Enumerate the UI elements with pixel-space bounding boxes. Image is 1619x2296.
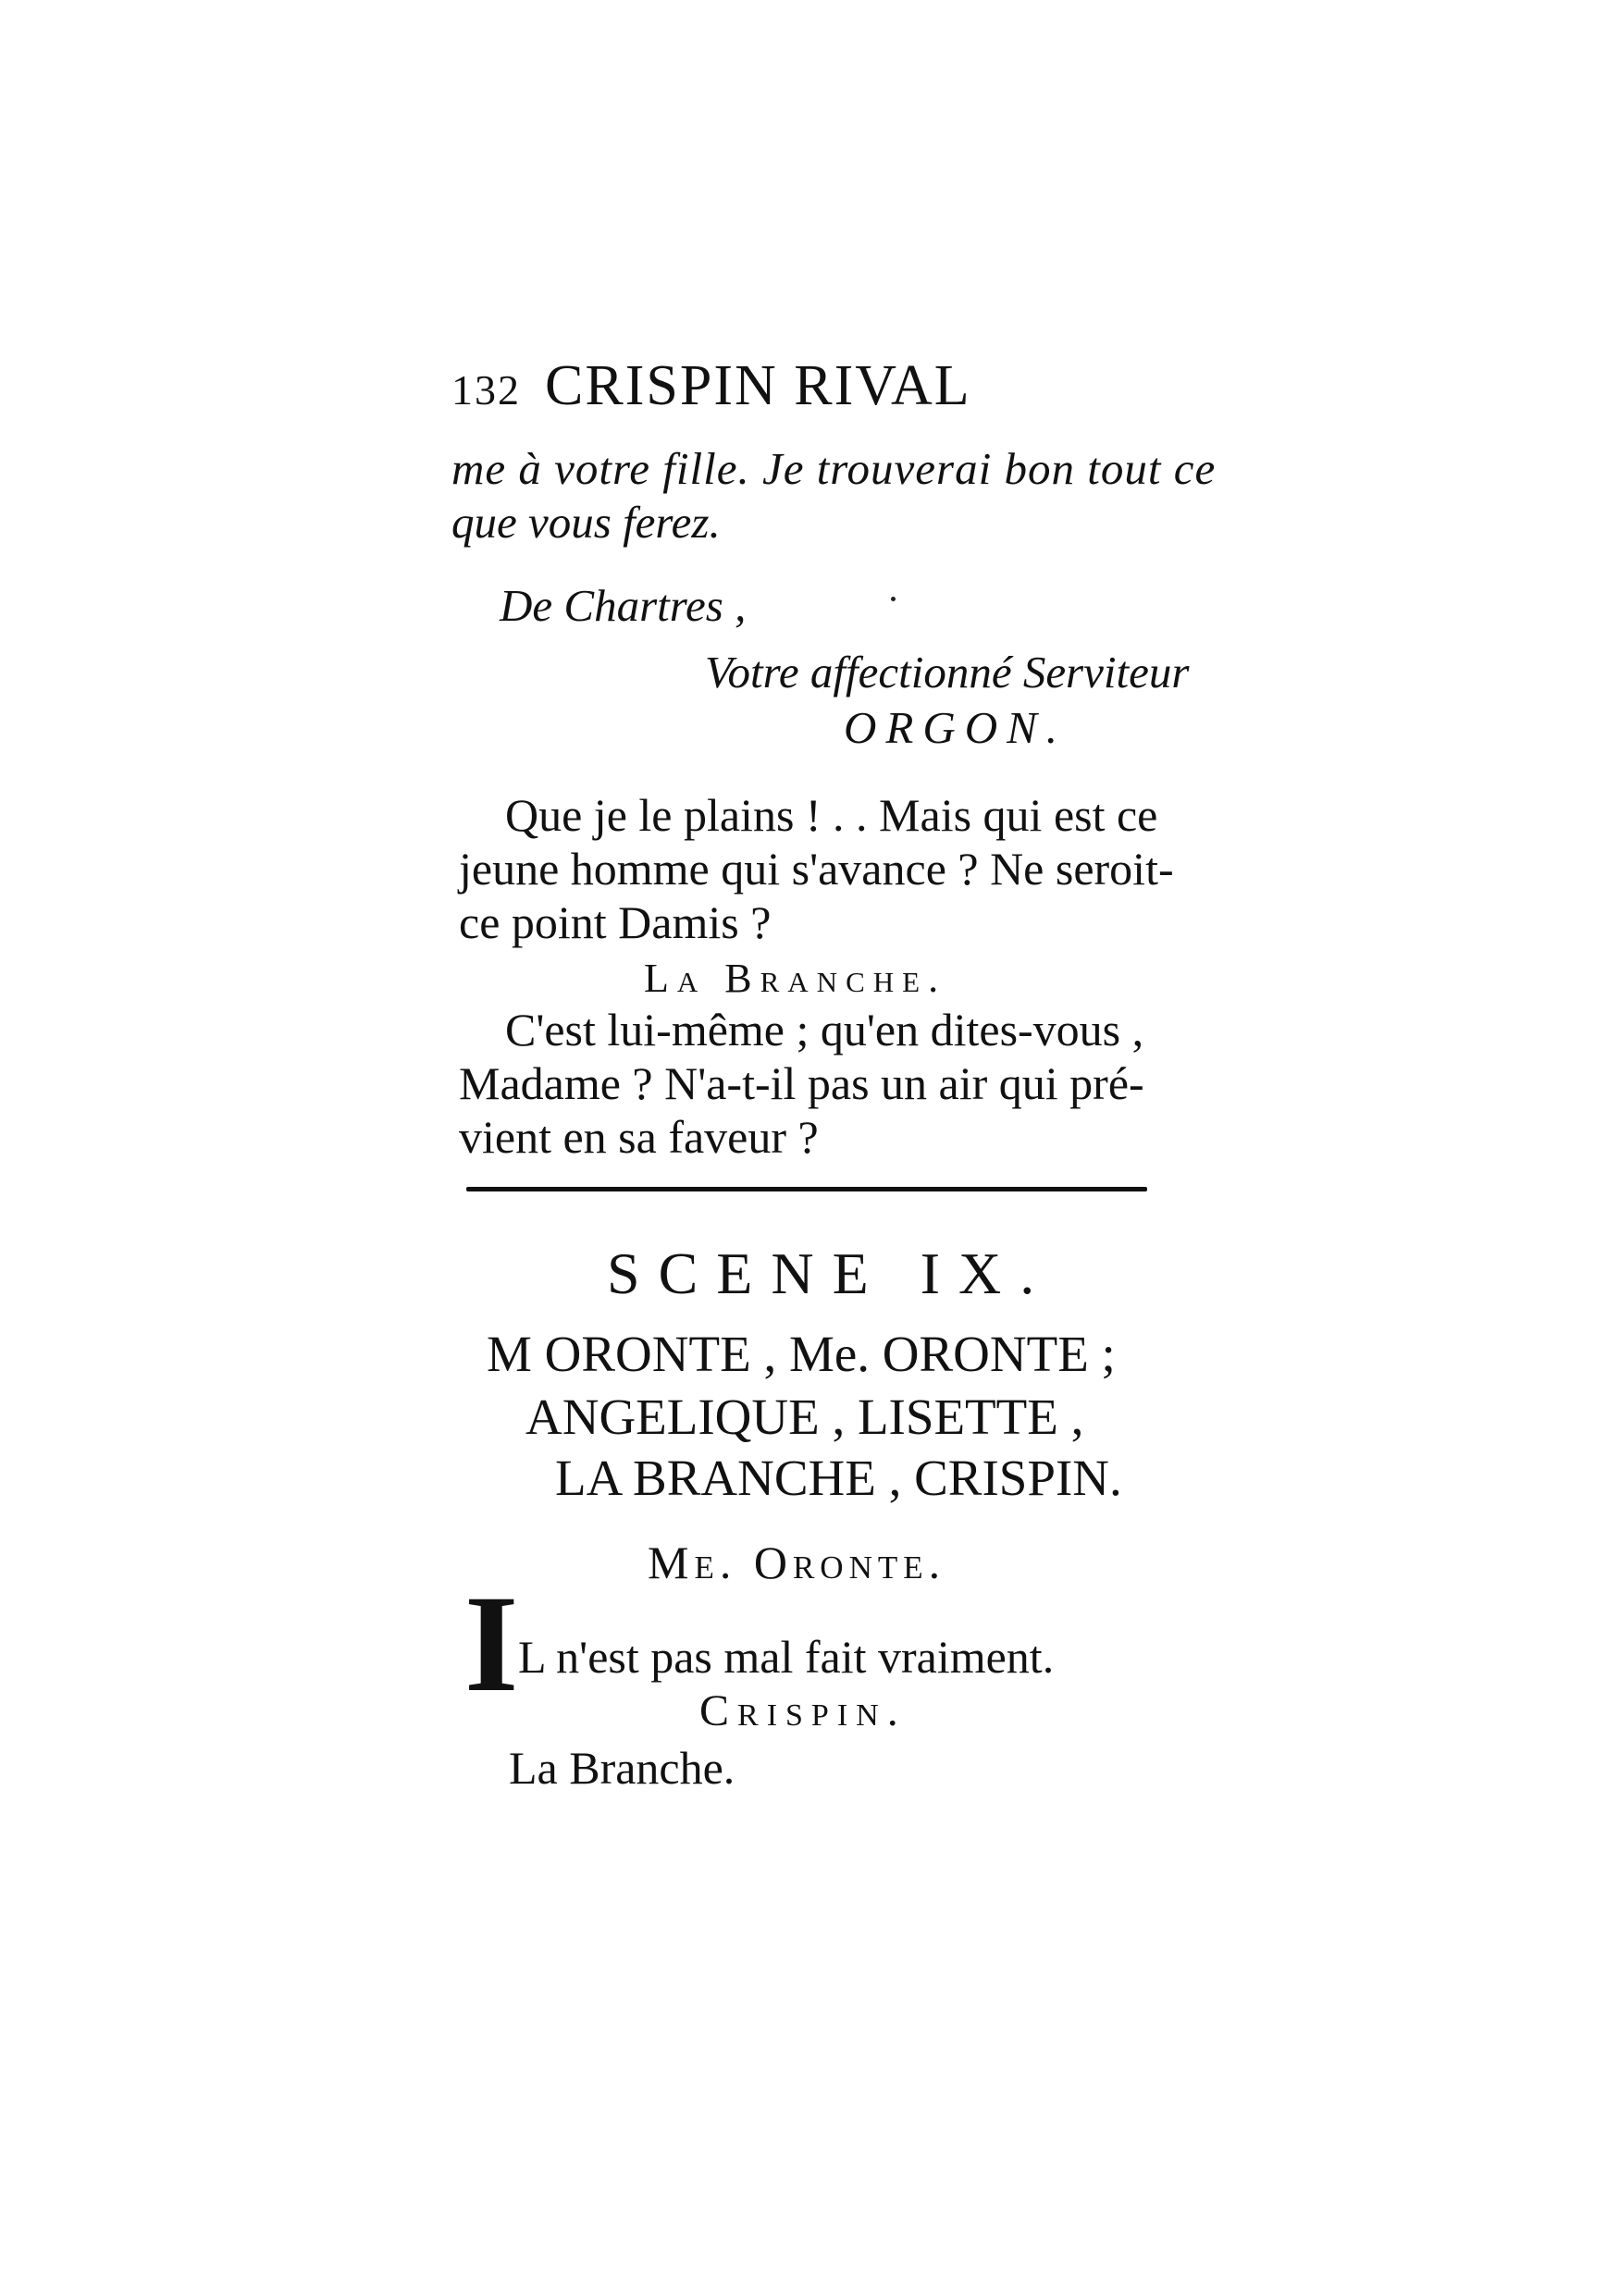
cast-line-1: M ORONTE , Me. ORONTE ; — [487, 1326, 1116, 1382]
running-head — [451, 353, 971, 419]
ink-speck — [891, 597, 896, 601]
cast-line-2: ANGELIQUE , LISETTE , — [525, 1389, 1084, 1445]
running-title: CRISPIN RIVAL — [545, 354, 971, 417]
drop-cap: I — [464, 1567, 519, 1721]
speech-1-line-2: jeune homme qui s'avance ? Ne seroit- — [459, 843, 1174, 895]
letter-line-1: me à votre fille. Je trouverai bon tout ce — [451, 443, 1217, 494]
scene-title: SCENE IX. — [607, 1241, 1054, 1306]
letter-signature: ORGON. — [844, 702, 1068, 753]
speech-2-line-2: Madame ? N'a-t-il pas un air qui pré- — [459, 1057, 1144, 1109]
speech-1-line-3: ce point Damis ? — [459, 896, 772, 948]
letter-place: De Chartres , — [500, 580, 747, 631]
cast-line-3: LA BRANCHE , CRISPIN. — [555, 1450, 1122, 1506]
speaker-crispin: Crispin. — [699, 1686, 907, 1735]
letter-line-2: que vous ferez. — [451, 497, 721, 548]
speech-3-text: L n'est pas mal fait vraiment. — [518, 1631, 1055, 1683]
speech-4-text: La Branche. — [509, 1742, 735, 1794]
speaker-me-oronte: Me. Oronte. — [648, 1537, 946, 1588]
speech-1-line-1: Que je le plains ! . . Mais qui est ce — [505, 789, 1158, 841]
letter-closing: Votre affectionné Serviteur — [705, 647, 1190, 697]
speech-2-line-3: vient en sa faveur ? — [459, 1111, 819, 1163]
speech-2-line-1: C'est lui-même ; qu'en dites-vous , — [505, 1004, 1144, 1055]
speaker-la-branche: La Branche. — [644, 956, 947, 1001]
section-rule — [466, 1187, 1147, 1191]
page-number: 132 — [451, 366, 521, 414]
